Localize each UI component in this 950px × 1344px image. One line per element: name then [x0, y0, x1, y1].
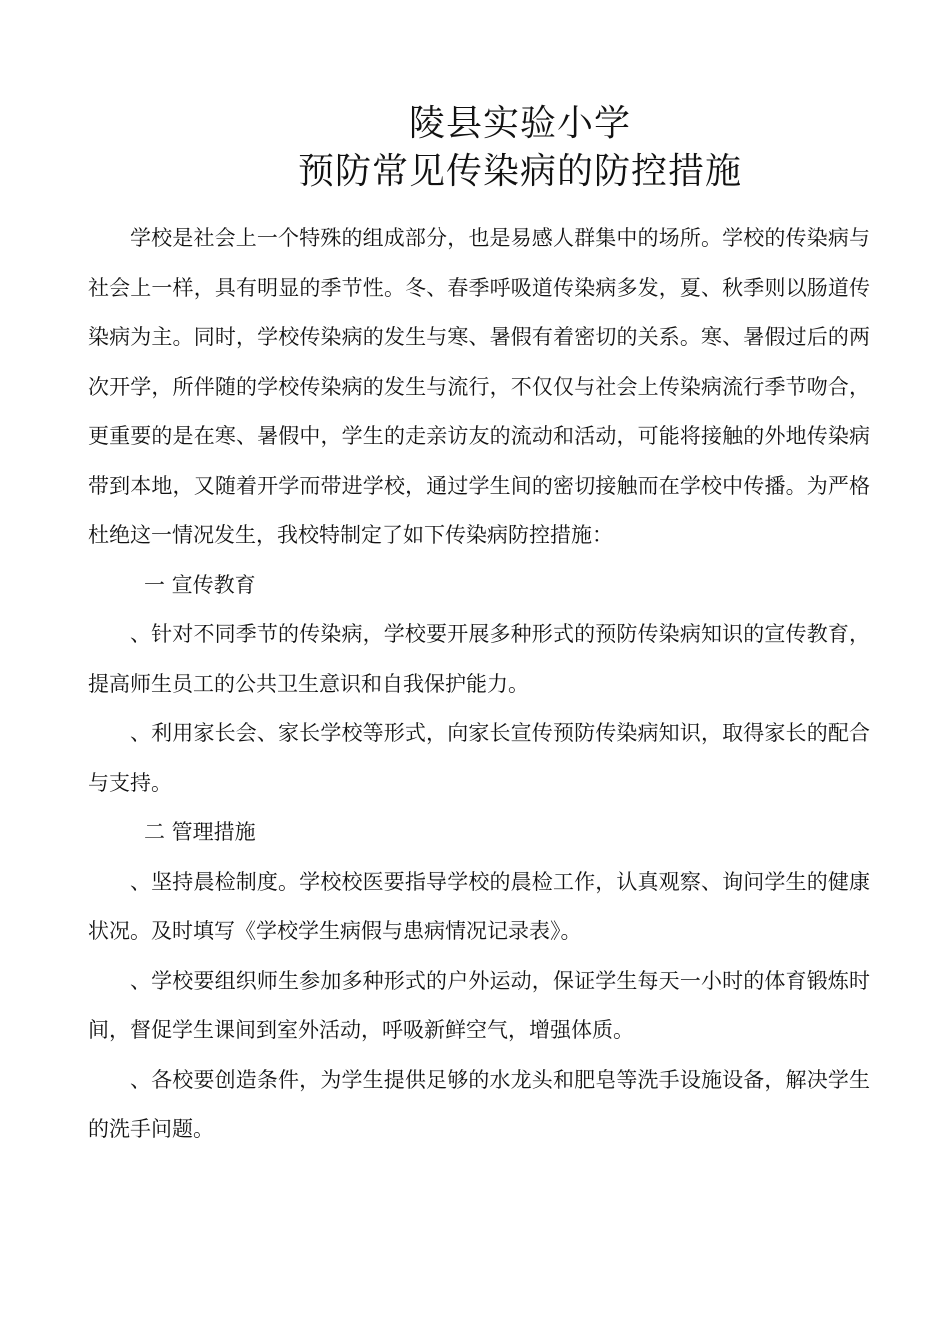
document-title-main: 预防常见传染病的防控措施	[297, 151, 742, 192]
management-item-2: 、学校要组织师生参加多种形式的户外运动，保证学生每天一小时的体育锻炼时间，督促学生课间到室外活动，呼吸新鲜空气，增强体质。	[88, 968, 870, 1042]
section-heading-management: 二 管理措施	[144, 820, 256, 844]
publicity-item-1: 、针对不同季节的传染病，学校要开展多种形式的预防传染病知识的宣传教育，提高师生员工的公共卫生意识和自我保护能力。	[88, 622, 870, 696]
management-item-1: 、坚持晨检制度。学校校医要指导学校的晨检工作，认真观察、询问学生的健康状况。及时填写《学校学生病假与患病情况记录表》。	[88, 869, 870, 943]
section-heading-publicity: 一 宣传教育	[144, 572, 256, 597]
intro-paragraph: 学校是社会上一个特殊的组成部分，也是易感人群集中的场所。学校的传染病与社会上一样，具有明显的季节性。冬、春季呼吸道传染病多发，夏、秋季则以肠道传染病为主。同时，学校传染病的发生与寒、暑假有着密切的关系。寒、暑假过后的两次开学，所伴随的学校传染病的发生与流行，不仅仅与社会上传染病流行季节吻合，更重要的是在寒、暑假中，学生的走亲访友的流动和活动，可能将接触的外地传染病带到本地，又随着开学而带进学校，通过学生间的密切接触而在学校中传播。为严格杜绝这一情况发生，我校特制定了如下传染病防控措施：	[88, 226, 870, 547]
management-item-3: 、各校要创造条件，为学生提供足够的水龙头和肥皂等洗手设施设备，解决学生的洗手问题。	[88, 1067, 870, 1141]
document-body	[88, 214, 870, 1155]
document-title-school: 陵县实验小学	[408, 103, 631, 144]
publicity-item-2: 、利用家长会、家长学校等形式，向家长宣传预防传染病知识，取得家长的配合与支持。	[88, 721, 870, 795]
